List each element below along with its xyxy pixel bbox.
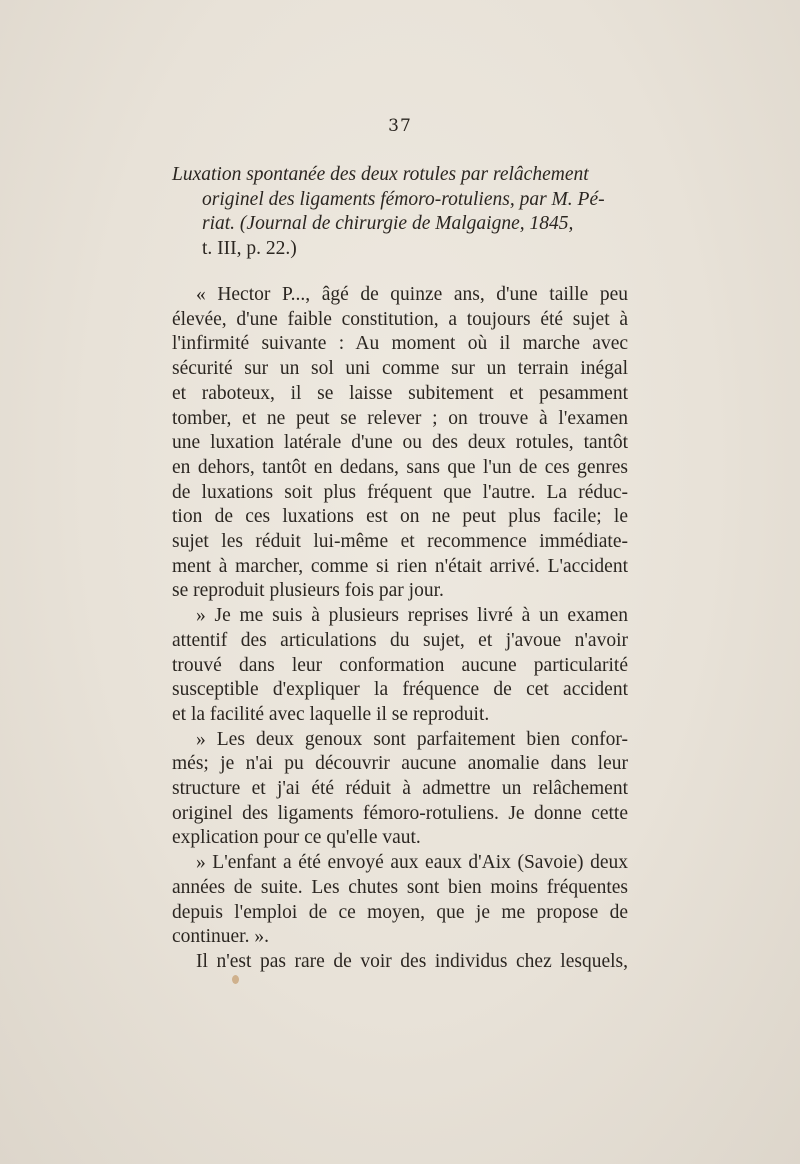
text-line: Il n'est pas rare de voir des individus chez lesquels, — [196, 950, 628, 972]
text-line: » Les deux genoux sont parfaitement bien confor- — [196, 728, 628, 750]
text-line: explication pour ce qu'elle vaut. — [172, 827, 421, 849]
text-line: depuis l'emploi de ce moyen, que je me propose de — [172, 901, 628, 923]
paragraph — [172, 950, 628, 975]
text-line: se reproduit plusieurs fois par jour. — [172, 580, 444, 602]
text-line: continuer. ». — [172, 926, 269, 948]
paragraph — [172, 851, 628, 950]
text-line: années de suite. Les chutes sont bien moins fréquentes — [172, 876, 628, 898]
paragraph — [172, 728, 628, 852]
heading-line: Luxation spontanée des deux rotules par relâchement — [172, 164, 589, 185]
text-line: » Je me suis à plusieurs reprises livré à un examen — [196, 605, 628, 627]
heading-line: riat. (Journal de chirurgie de Malgaigne, 1845, — [202, 213, 574, 234]
text-line: trouvé dans leur conformation aucune particularité — [172, 654, 628, 676]
text-line: et raboteux, il se laisse subitement et pesamment — [172, 382, 628, 404]
text-line: » L'enfant a été envoyé aux eaux d'Aix (Savoie) deux — [196, 852, 628, 874]
section-heading — [172, 163, 628, 261]
text-line: l'infirmité suivante : Au moment où il marche avec — [172, 333, 628, 355]
text-line: susceptible d'expliquer la fréquence de cet accident — [172, 679, 628, 701]
text-line: et la facilité avec laquelle il se reproduit. — [172, 703, 490, 725]
text-line: ment à marcher, comme si rien n'était arrivé. L'accident — [172, 555, 628, 577]
paragraph — [172, 604, 628, 728]
text-line: structure et j'ai été réduit à admettre un relâchement — [172, 778, 628, 800]
text-line: « Hector P..., âgé de quinze ans, d'une taille peu — [196, 284, 628, 305]
text-line: tion de ces luxations est on ne peut plus facile; le — [172, 506, 628, 528]
text-block — [172, 163, 628, 975]
body-text — [172, 283, 628, 975]
text-line: élevée, d'une faible constitution, a toujours été sujet à — [172, 308, 628, 330]
text-line: sujet les réduit lui-même et recommence immédiate- — [172, 531, 628, 553]
text-line: més; je n'ai pu découvrir aucune anomalie dans leur — [172, 753, 628, 775]
paragraph — [172, 283, 628, 604]
text-line: en dehors, tantôt en dedans, sans que l'un de ces genres — [172, 456, 628, 478]
text-line: de luxations soit plus fréquent que l'autre. La réduc- — [172, 481, 628, 503]
heading-line: t. III, p. 22.) — [202, 237, 297, 259]
text-line: une luxation latérale d'une ou des deux rotules, tantôt — [172, 432, 628, 454]
text-line: attentif des articulations du sujet, et j'avoue n'avoir — [172, 629, 628, 651]
text-line: sécurité sur un sol uni comme sur un terrain inégal — [172, 358, 628, 380]
text-line: originel des ligaments fémoro-rotuliens. Je donne cette — [172, 802, 628, 824]
text-line: tomber, et ne peut se relever ; on trouve à l'examen — [172, 407, 628, 429]
heading-line: originel des ligaments fémoro-rotuliens, par M. Pé- — [202, 188, 605, 210]
page-number: 37 — [388, 116, 412, 136]
ink-stain — [232, 975, 239, 984]
